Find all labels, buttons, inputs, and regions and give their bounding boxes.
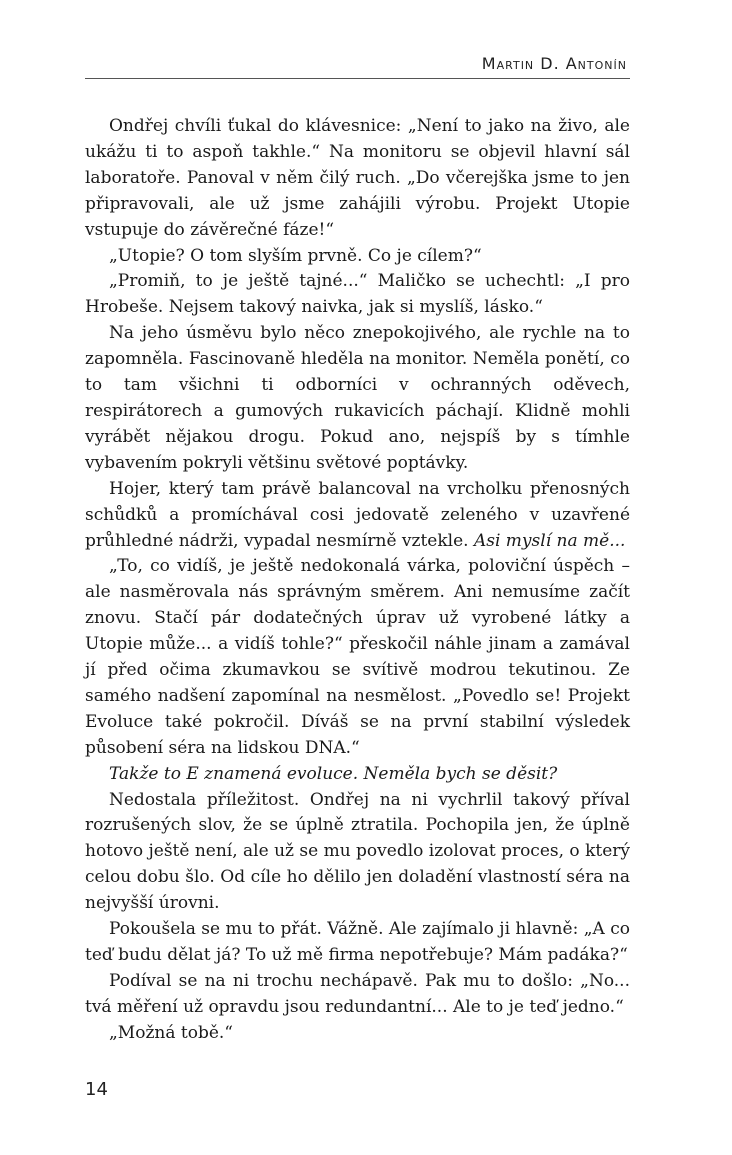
italic-thought: Takže to E znamená evoluce. Neměla bych se děsit?: [109, 763, 558, 784]
paragraph: „Utopie? O tom slyším prvně. Co je cílem?“: [109, 245, 482, 266]
page-number: 14: [85, 1079, 108, 1100]
paragraph: [85, 762, 630, 788]
paragraph: „Možná tobě.“: [109, 1022, 233, 1043]
paragraph-text: Hojer, který tam právě balancoval na vrcholku přenosných schůdků a promíchával cosi jedovatě zeleného v uzavřené průhledné nádrži, vypadal nesmírně vztekle.: [85, 478, 630, 551]
paragraph: „To, co vidíš, je ještě nedokonalá várka, poloviční úspěch – ale nasměrovala nás správným směrem. Ani nemusíme začít znovu. Stačí pár dodatečných úprav už vyrobené látky a Utopie může... a vidíš tohle?“ přeskočil náhle jinam a zamával jí před očima zkumavkou se svítivě modrou tekutinou. Ze samého nadšení zapomínal na nesmělost. „Povedlo se! Projekt Evoluce také pokročil. Díváš se na první stabilní výsledek působení séra na lidskou DNA.“: [85, 556, 630, 758]
paragraph: Nedostala příležitost. Ondřej na ni vychrlil takový příval rozrušených slov, že se úplně ztratila. Pochopila jen, že úplně hotovo ještě není, ale už se mu povedlo izolovat proces, o který celou dobu šlo. Od cíle ho dělilo jen doladění vlastností séra na nejvyšší úrovni.: [85, 789, 630, 914]
paragraph: [85, 477, 630, 555]
running-head: Martin D. Antonín: [481, 54, 627, 73]
paragraph: Na jeho úsměvu bylo něco znepokojivého, ale rychle na to zapomněla. Fascinovaně hleděla na monitor. Neměla ponětí, co to tam všichni ti odborníci v ochranných oděvech, respirátorech a gumových rukavicích páchají. Klidně mohli vyrábět nějakou drogu. Pokud ano, nejspíš by s tímhle vybavením pokryli většinu světové poptávky.: [85, 323, 630, 473]
paragraph: Ondřej chvíli ťukal do klávesnice: „Není to jako na živo, ale ukážu ti to aspoň takhle.“ Na monitoru se objevil hlavní sál laboratoře. Panoval v něm čilý ruch. „Do včerejška jsme to jen připravovali, ale už jsme zahájili výrobu. Projekt Utopie vstupuje do závěrečné fáze!“: [85, 116, 630, 240]
paragraph: „Promiň, to je ještě tajné...“ Maličko se uchechtl: „I pro Hrobeše. Nejsem takový naivka, jak si myslíš, lásko.“: [85, 271, 630, 318]
italic-thought: Asi myslí na mě...: [473, 530, 626, 551]
body-text: [85, 114, 630, 1047]
paragraph: Pokoušela se mu to přát. Vážně. Ale zajímalo ji hlavně: „A co teď budu dělat já? To už mě firma nepotřebuje? Mám padáka?“: [85, 919, 630, 965]
header-rule: [85, 78, 630, 79]
paragraph: Podíval se na ni trochu nechápavě. Pak mu to došlo: „No... tvá měření už opravdu jsou redundantní... Ale to je teď jedno.“: [85, 970, 630, 1017]
